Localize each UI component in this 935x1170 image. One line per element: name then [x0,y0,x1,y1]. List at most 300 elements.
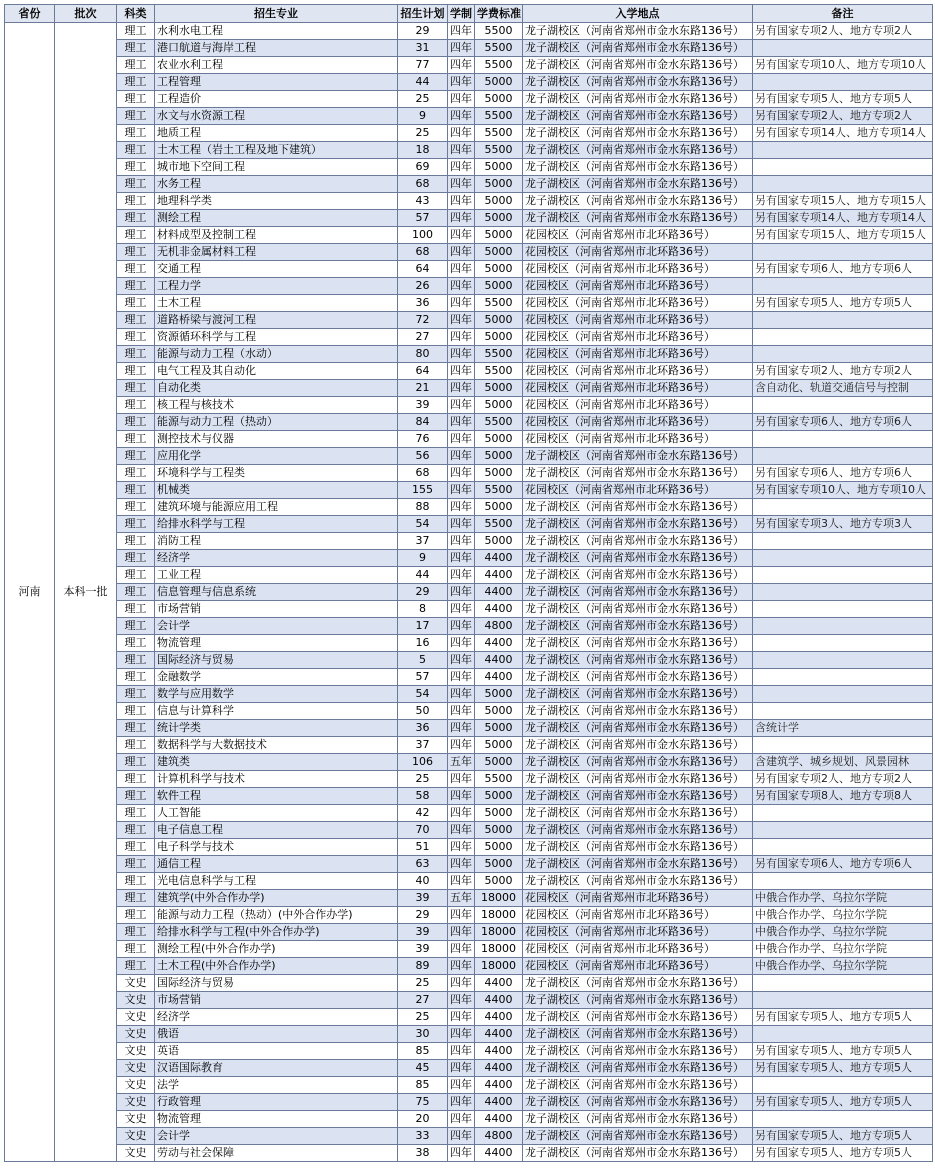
type-cell: 理工 [117,533,155,550]
major-cell: 消防工程 [155,533,398,550]
plan-cell: 29 [398,23,448,40]
years-cell: 四年 [448,363,475,380]
fee-cell: 5000 [475,227,523,244]
location-cell: 龙子湖校区（河南省郑州市金水东路136号） [523,516,753,533]
table-row [5,992,933,1009]
plan-cell: 44 [398,74,448,91]
table-row [5,1145,933,1162]
table-row [5,720,933,737]
fee-cell: 5000 [475,499,523,516]
major-cell: 农业水利工程 [155,57,398,74]
location-cell: 龙子湖校区（河南省郑州市金水东路136号） [523,40,753,57]
years-cell: 四年 [448,312,475,329]
fee-cell: 5500 [475,23,523,40]
type-cell: 理工 [117,414,155,431]
years-cell: 四年 [448,57,475,74]
table-row [5,754,933,771]
note-cell [753,346,933,363]
type-cell: 理工 [117,278,155,295]
major-cell: 统计学类 [155,720,398,737]
note-cell [753,975,933,992]
location-cell: 花园校区（河南省郑州市北环路36号） [523,907,753,924]
fee-cell: 5000 [475,533,523,550]
table-row [5,363,933,380]
location-cell: 龙子湖校区（河南省郑州市金水东路136号） [523,125,753,142]
note-cell [753,312,933,329]
major-cell: 人工智能 [155,805,398,822]
table-row [5,703,933,720]
header-note: 备注 [753,5,933,23]
location-cell: 龙子湖校区（河南省郑州市金水东路136号） [523,550,753,567]
plan-cell: 84 [398,414,448,431]
table-row [5,584,933,601]
plan-cell: 20 [398,1111,448,1128]
note-cell: 另有国家专项2人、地方专项2人 [753,23,933,40]
major-cell: 经济学 [155,1009,398,1026]
type-cell: 文史 [117,975,155,992]
note-cell: 中俄合作办学、乌拉尔学院 [753,958,933,975]
header-row [5,5,933,23]
table-row [5,210,933,227]
type-cell: 理工 [117,176,155,193]
note-cell: 含建筑学、城乡规划、风景园林 [753,754,933,771]
type-cell: 理工 [117,669,155,686]
note-cell [753,584,933,601]
plan-cell: 9 [398,108,448,125]
table-row [5,1111,933,1128]
table-row [5,669,933,686]
location-cell: 花园校区（河南省郑州市北环路36号） [523,346,753,363]
type-cell: 理工 [117,431,155,448]
major-cell: 市场营销 [155,601,398,618]
years-cell: 四年 [448,108,475,125]
location-cell: 花园校区（河南省郑州市北环路36号） [523,414,753,431]
type-cell: 理工 [117,601,155,618]
major-cell: 地质工程 [155,125,398,142]
major-cell: 劳动与社会保障 [155,1145,398,1162]
type-cell: 理工 [117,652,155,669]
fee-cell: 5500 [475,771,523,788]
location-cell: 花园校区（河南省郑州市北环路36号） [523,941,753,958]
location-cell: 龙子湖校区（河南省郑州市金水东路136号） [523,737,753,754]
years-cell: 四年 [448,1060,475,1077]
plan-cell: 76 [398,431,448,448]
location-cell: 花园校区（河南省郑州市北环路36号） [523,227,753,244]
fee-cell: 4400 [475,1111,523,1128]
header-major: 招生专业 [155,5,398,23]
years-cell: 四年 [448,448,475,465]
years-cell: 四年 [448,924,475,941]
fee-cell: 4400 [475,992,523,1009]
fee-cell: 4400 [475,1026,523,1043]
plan-cell: 68 [398,176,448,193]
note-cell: 另有国家专项14人、地方专项14人 [753,210,933,227]
fee-cell: 5500 [475,108,523,125]
table-row [5,737,933,754]
plan-cell: 54 [398,686,448,703]
note-cell [753,669,933,686]
years-cell: 四年 [448,669,475,686]
table-row [5,958,933,975]
table-row [5,686,933,703]
type-cell: 理工 [117,329,155,346]
location-cell: 龙子湖校区（河南省郑州市金水东路136号） [523,1094,753,1111]
fee-cell: 5000 [475,754,523,771]
location-cell: 龙子湖校区（河南省郑州市金水东路136号） [523,839,753,856]
table-row [5,1077,933,1094]
type-cell: 理工 [117,193,155,210]
years-cell: 四年 [448,856,475,873]
type-cell: 理工 [117,482,155,499]
location-cell: 花园校区（河南省郑州市北环路36号） [523,482,753,499]
fee-cell: 4400 [475,584,523,601]
table-row [5,193,933,210]
years-cell: 四年 [448,958,475,975]
note-cell [753,448,933,465]
type-cell: 文史 [117,1060,155,1077]
years-cell: 四年 [448,414,475,431]
years-cell: 四年 [448,142,475,159]
location-cell: 龙子湖校区（河南省郑州市金水东路136号） [523,1060,753,1077]
location-cell: 龙子湖校区（河南省郑州市金水东路136号） [523,142,753,159]
table-row [5,805,933,822]
note-cell: 另有国家专项15人、地方专项15人 [753,227,933,244]
note-cell: 含自动化、轨道交通信号与控制 [753,380,933,397]
type-cell: 理工 [117,720,155,737]
table-row [5,839,933,856]
years-cell: 四年 [448,1128,475,1145]
table-row [5,57,933,74]
years-cell: 四年 [448,397,475,414]
years-cell: 四年 [448,618,475,635]
table-row [5,618,933,635]
years-cell: 四年 [448,703,475,720]
major-cell: 给排水科学与工程 [155,516,398,533]
type-cell: 理工 [117,941,155,958]
note-cell [753,40,933,57]
note-cell [753,550,933,567]
plan-cell: 70 [398,822,448,839]
location-cell: 花园校区（河南省郑州市北环路36号） [523,295,753,312]
plan-cell: 39 [398,941,448,958]
fee-cell: 5000 [475,805,523,822]
type-cell: 理工 [117,567,155,584]
fee-cell: 4400 [475,1077,523,1094]
fee-cell: 5000 [475,380,523,397]
location-cell: 龙子湖校区（河南省郑州市金水东路136号） [523,57,753,74]
plan-cell: 21 [398,380,448,397]
table-row [5,397,933,414]
table-row [5,856,933,873]
note-cell [753,431,933,448]
fee-cell: 5000 [475,74,523,91]
location-cell: 花园校区（河南省郑州市北环路36号） [523,363,753,380]
type-cell: 理工 [117,210,155,227]
header-province: 省份 [5,5,55,23]
plan-cell: 77 [398,57,448,74]
fee-cell: 5000 [475,839,523,856]
plan-cell: 36 [398,720,448,737]
type-cell: 文史 [117,1077,155,1094]
note-cell [753,992,933,1009]
years-cell: 四年 [448,805,475,822]
plan-cell: 75 [398,1094,448,1111]
location-cell: 花园校区（河南省郑州市北环路36号） [523,278,753,295]
location-cell: 龙子湖校区（河南省郑州市金水东路136号） [523,703,753,720]
note-cell: 另有国家专项2人、地方专项2人 [753,771,933,788]
table-row [5,907,933,924]
major-cell: 建筑环境与能源应用工程 [155,499,398,516]
type-cell: 理工 [117,108,155,125]
table-row [5,1009,933,1026]
plan-cell: 25 [398,771,448,788]
plan-cell: 39 [398,397,448,414]
note-cell: 另有国家专项8人、地方专项8人 [753,788,933,805]
table-row [5,550,933,567]
type-cell: 理工 [117,618,155,635]
fee-cell: 5500 [475,40,523,57]
table-row [5,482,933,499]
table-row [5,74,933,91]
type-cell: 理工 [117,873,155,890]
fee-cell: 5000 [475,176,523,193]
note-cell [753,601,933,618]
note-cell: 另有国家专项6人、地方专项6人 [753,465,933,482]
years-cell: 四年 [448,771,475,788]
major-cell: 测控技术与仪器 [155,431,398,448]
type-cell: 理工 [117,907,155,924]
plan-cell: 30 [398,1026,448,1043]
plan-cell: 40 [398,873,448,890]
fee-cell: 5000 [475,159,523,176]
note-cell [753,397,933,414]
major-cell: 交通工程 [155,261,398,278]
type-cell: 理工 [117,856,155,873]
table-row [5,40,933,57]
location-cell: 龙子湖校区（河南省郑州市金水东路136号） [523,159,753,176]
major-cell: 信息管理与信息系统 [155,584,398,601]
note-cell [753,142,933,159]
plan-cell: 17 [398,618,448,635]
plan-cell: 8 [398,601,448,618]
note-cell: 中俄合作办学、乌拉尔学院 [753,941,933,958]
major-cell: 经济学 [155,550,398,567]
table-row [5,414,933,431]
plan-cell: 68 [398,244,448,261]
plan-cell: 39 [398,924,448,941]
table-row [5,159,933,176]
fee-cell: 5500 [475,516,523,533]
type-cell: 理工 [117,771,155,788]
fee-cell: 5000 [475,873,523,890]
plan-cell: 16 [398,635,448,652]
note-cell: 另有国家专项5人、地方专项5人 [753,91,933,108]
table-row [5,91,933,108]
type-cell: 理工 [117,57,155,74]
years-cell: 四年 [448,788,475,805]
plan-cell: 155 [398,482,448,499]
years-cell: 四年 [448,737,475,754]
years-cell: 四年 [448,499,475,516]
table-row [5,142,933,159]
table-row [5,533,933,550]
type-cell: 文史 [117,1009,155,1026]
plan-cell: 100 [398,227,448,244]
major-cell: 资源循环科学与工程 [155,329,398,346]
plan-cell: 80 [398,346,448,363]
location-cell: 花园校区（河南省郑州市北环路36号） [523,261,753,278]
location-cell: 龙子湖校区（河南省郑州市金水东路136号） [523,635,753,652]
location-cell: 花园校区（河南省郑州市北环路36号） [523,329,753,346]
location-cell: 龙子湖校区（河南省郑州市金水东路136号） [523,822,753,839]
type-cell: 理工 [117,516,155,533]
type-cell: 理工 [117,125,155,142]
major-cell: 土木工程（岩土工程及地下建筑） [155,142,398,159]
note-cell: 另有国家专项5人、地方专项5人 [753,1145,933,1162]
years-cell: 五年 [448,754,475,771]
years-cell: 四年 [448,1026,475,1043]
major-cell: 会计学 [155,1128,398,1145]
fee-cell: 5000 [475,397,523,414]
location-cell: 龙子湖校区（河南省郑州市金水东路136号） [523,91,753,108]
fee-cell: 18000 [475,924,523,941]
note-cell: 另有国家专项10人、地方专项10人 [753,57,933,74]
plan-cell: 68 [398,465,448,482]
fee-cell: 4400 [475,652,523,669]
type-cell: 理工 [117,839,155,856]
major-cell: 俄语 [155,1026,398,1043]
type-cell: 理工 [117,635,155,652]
major-cell: 地理科学类 [155,193,398,210]
major-cell: 通信工程 [155,856,398,873]
location-cell: 龙子湖校区（河南省郑州市金水东路136号） [523,856,753,873]
note-cell [753,822,933,839]
location-cell: 龙子湖校区（河南省郑州市金水东路136号） [523,652,753,669]
fee-cell: 5000 [475,261,523,278]
fee-cell: 5000 [475,856,523,873]
years-cell: 四年 [448,635,475,652]
years-cell: 四年 [448,992,475,1009]
table-row [5,975,933,992]
major-cell: 土木工程 [155,295,398,312]
plan-cell: 42 [398,805,448,822]
major-cell: 数据科学与大数据技术 [155,737,398,754]
note-cell [753,1077,933,1094]
plan-cell: 88 [398,499,448,516]
table-row [5,567,933,584]
type-cell: 理工 [117,958,155,975]
fee-cell: 4800 [475,1128,523,1145]
location-cell: 龙子湖校区（河南省郑州市金水东路136号） [523,686,753,703]
major-cell: 环境科学与工程类 [155,465,398,482]
location-cell: 龙子湖校区（河南省郑州市金水东路136号） [523,992,753,1009]
major-cell: 应用化学 [155,448,398,465]
years-cell: 四年 [448,550,475,567]
note-cell: 另有国家专项10人、地方专项10人 [753,482,933,499]
major-cell: 机械类 [155,482,398,499]
major-cell: 材料成型及控制工程 [155,227,398,244]
major-cell: 无机非金属材料工程 [155,244,398,261]
plan-cell: 64 [398,363,448,380]
note-cell [753,618,933,635]
note-cell: 另有国家专项5人、地方专项5人 [753,1043,933,1060]
major-cell: 工业工程 [155,567,398,584]
header-batch: 批次 [55,5,117,23]
note-cell: 另有国家专项5人、地方专项5人 [753,1128,933,1145]
major-cell: 市场营销 [155,992,398,1009]
table-row [5,380,933,397]
major-cell: 汉语国际教育 [155,1060,398,1077]
note-cell [753,278,933,295]
major-cell: 行政管理 [155,1094,398,1111]
table-row [5,1026,933,1043]
major-cell: 国际经济与贸易 [155,975,398,992]
major-cell: 数学与应用数学 [155,686,398,703]
note-cell: 另有国家专项6人、地方专项6人 [753,856,933,873]
major-cell: 给排水科学与工程(中外合作办学) [155,924,398,941]
plan-cell: 54 [398,516,448,533]
note-cell: 另有国家专项6人、地方专项6人 [753,261,933,278]
location-cell: 龙子湖校区（河南省郑州市金水东路136号） [523,176,753,193]
fee-cell: 5000 [475,91,523,108]
years-cell: 四年 [448,1009,475,1026]
note-cell: 中俄合作办学、乌拉尔学院 [753,890,933,907]
plan-cell: 38 [398,1145,448,1162]
table-row [5,108,933,125]
years-cell: 四年 [448,261,475,278]
years-cell: 四年 [448,329,475,346]
fee-cell: 5500 [475,346,523,363]
major-cell: 电气工程及其自动化 [155,363,398,380]
header-years: 学制 [448,5,475,23]
years-cell: 四年 [448,822,475,839]
fee-cell: 5000 [475,822,523,839]
major-cell: 会计学 [155,618,398,635]
table-row [5,1128,933,1145]
table-row [5,788,933,805]
plan-cell: 57 [398,210,448,227]
plan-cell: 45 [398,1060,448,1077]
fee-cell: 4800 [475,618,523,635]
fee-cell: 4400 [475,1094,523,1111]
type-cell: 理工 [117,91,155,108]
location-cell: 龙子湖校区（河南省郑州市金水东路136号） [523,754,753,771]
note-cell: 中俄合作办学、乌拉尔学院 [753,924,933,941]
major-cell: 光电信息科学与工程 [155,873,398,890]
years-cell: 四年 [448,516,475,533]
type-cell: 理工 [117,295,155,312]
plan-cell: 51 [398,839,448,856]
header-plan: 招生计划 [398,5,448,23]
fee-cell: 18000 [475,958,523,975]
years-cell: 四年 [448,40,475,57]
major-cell: 英语 [155,1043,398,1060]
plan-cell: 37 [398,533,448,550]
years-cell: 四年 [448,567,475,584]
fee-cell: 5000 [475,278,523,295]
note-cell [753,873,933,890]
type-cell: 理工 [117,550,155,567]
plan-cell: 39 [398,890,448,907]
type-cell: 理工 [117,754,155,771]
note-cell: 另有国家专项5人、地方专项5人 [753,1060,933,1077]
fee-cell: 5000 [475,788,523,805]
note-cell [753,703,933,720]
type-cell: 理工 [117,465,155,482]
fee-cell: 4400 [475,567,523,584]
type-cell: 理工 [117,499,155,516]
location-cell: 龙子湖校区（河南省郑州市金水东路136号） [523,618,753,635]
